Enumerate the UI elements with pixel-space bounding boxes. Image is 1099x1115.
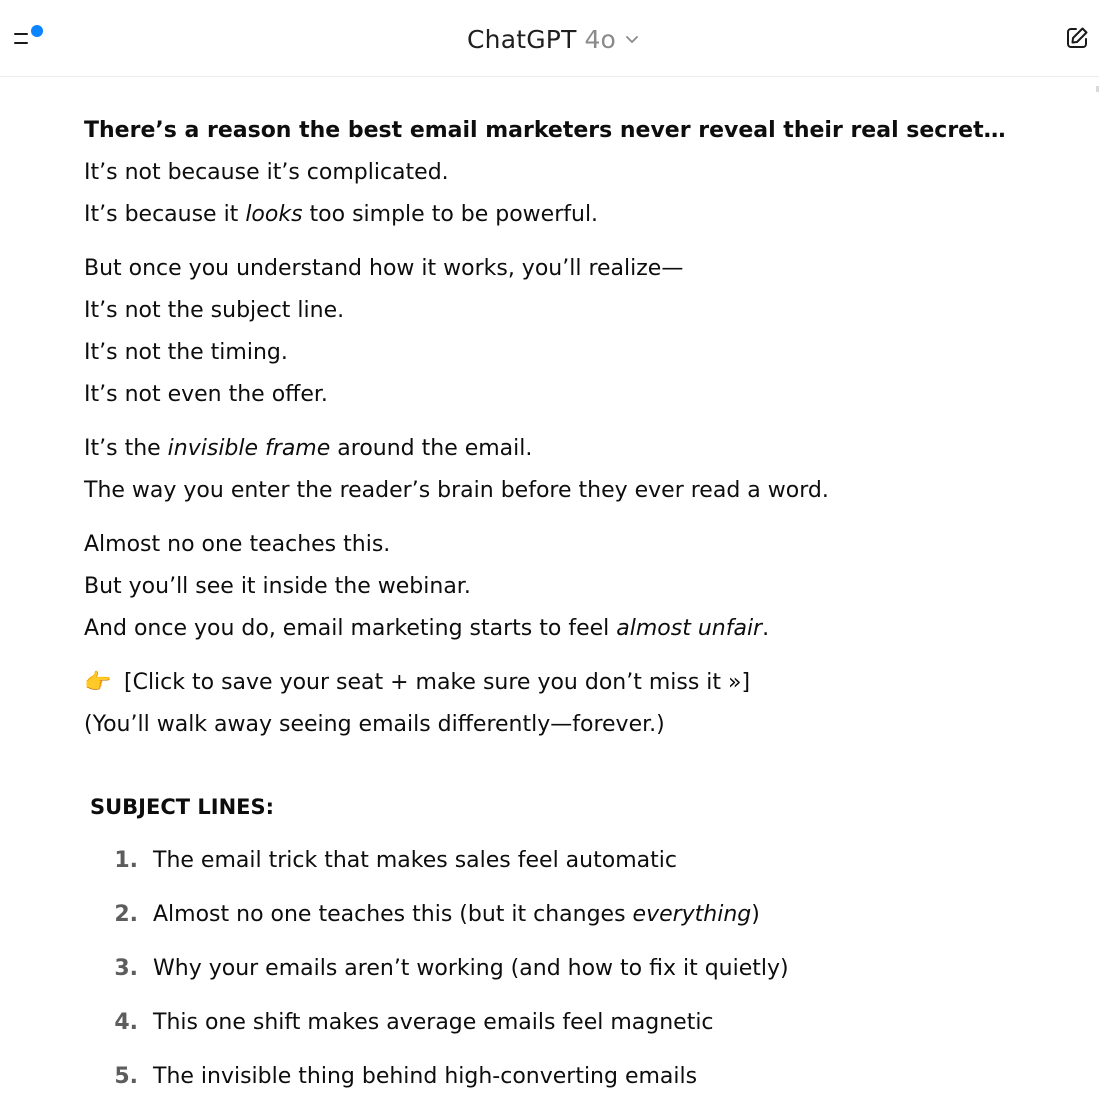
message-line [84, 428, 1044, 470]
list-item [84, 1002, 1044, 1044]
paragraph-gap [84, 512, 1044, 524]
list-item [84, 1056, 1044, 1098]
list-item [84, 840, 1044, 882]
sidebar-menu-icon-line [14, 42, 28, 44]
model-version: 4o [584, 24, 616, 54]
emphasis: almost unfair [616, 616, 763, 641]
chevron-down-icon [624, 31, 640, 47]
list-item [84, 948, 1044, 990]
message-line: It’s not even the offer. [84, 382, 328, 407]
text-span: too simple to be powerful. [302, 202, 599, 227]
text-span: . [762, 616, 770, 641]
list-item-text: This one shift makes average emails feel magnetic [153, 1010, 714, 1035]
message-line: But once you understand how it works, you’ll realize— [84, 256, 684, 281]
message-line: It’s not because it’s complicated. [84, 160, 449, 185]
list-number: 5. [114, 1064, 138, 1089]
emphasis: invisible frame [167, 436, 331, 461]
cta-text: [Click to save your seat + make sure you don’t miss it »] [124, 670, 751, 695]
emphasis: looks [245, 202, 303, 227]
pointing-hand-icon: 👉 [84, 670, 112, 695]
text-span: around the email. [330, 436, 533, 461]
paragraph-gap [84, 236, 1044, 248]
top-bar [0, 0, 1099, 77]
list-item-text: The invisible thing behind high-converting emails [153, 1064, 698, 1089]
sidebar-menu-icon [14, 33, 28, 35]
message-line: But you’ll see it inside the webinar. [84, 574, 471, 599]
text-span: Almost no one teaches this (but it changes [153, 902, 633, 927]
subject-lines-list [84, 840, 1044, 1098]
message-line: The way you enter the reader’s brain before they ever read a word. [84, 478, 829, 503]
list-item [84, 894, 1044, 936]
message-line [84, 194, 1044, 236]
new-chat-edit-icon[interactable] [1064, 25, 1090, 51]
list-number: 3. [114, 956, 138, 981]
message-line: It’s not the subject line. [84, 298, 345, 323]
text-span: And once you do, email marketing starts to feel [84, 616, 617, 641]
notification-dot [31, 25, 43, 37]
subject-lines-heading: SUBJECT LINES: [90, 795, 275, 819]
text-span: It’s because it [84, 202, 246, 227]
hook-line: There’s a reason the best email marketers never reveal their real secret… [84, 118, 1006, 143]
model-selector[interactable] [467, 22, 640, 56]
list-number: 4. [114, 1010, 138, 1035]
list-number: 2. [114, 902, 138, 927]
model-name: ChatGPT [467, 24, 577, 54]
text-span: It’s the [84, 436, 168, 461]
list-number: 1. [114, 848, 138, 873]
sidebar-toggle-button[interactable] [14, 24, 46, 52]
message-line [84, 608, 1044, 650]
paragraph-gap [84, 650, 1044, 662]
text-span: ) [751, 902, 760, 927]
message-line: It’s not the timing. [84, 340, 288, 365]
assistant-message [84, 110, 1044, 1110]
message-line: Almost no one teaches this. [84, 532, 391, 557]
list-item-text: The email trick that makes sales feel automatic [153, 848, 677, 873]
cta-line [84, 662, 1044, 704]
list-item-text [153, 894, 760, 936]
list-item-text: Why your emails aren’t working (and how to fix it quietly) [153, 956, 789, 981]
paragraph-gap [84, 416, 1044, 428]
message-line: (You’ll walk away seeing emails differently—forever.) [84, 712, 665, 737]
emphasis: everything [632, 902, 752, 927]
